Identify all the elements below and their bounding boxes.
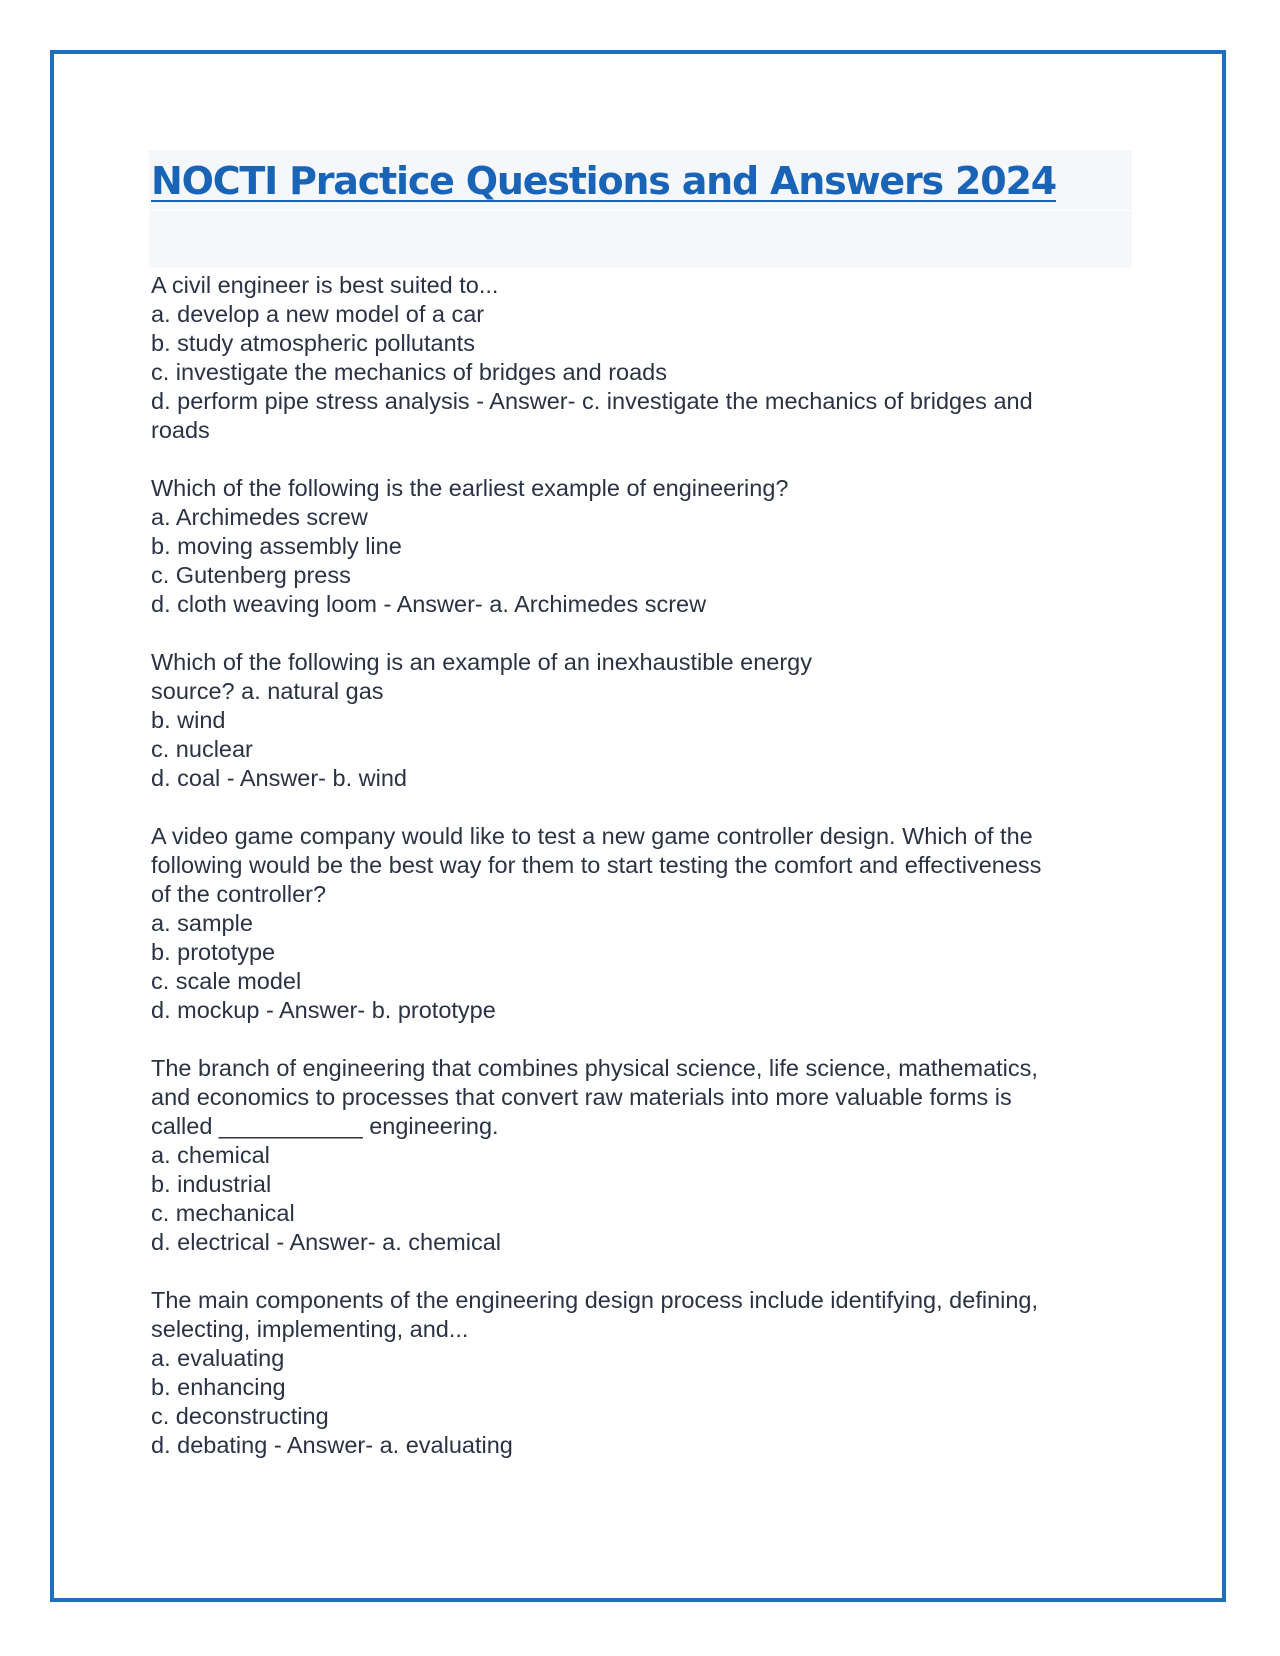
question-6 xyxy=(151,1286,1111,1460)
question-text: A video game company would like to test a new game controller design. Which of the xyxy=(151,823,1033,849)
title-band-divider xyxy=(149,210,1132,211)
question-1 xyxy=(151,271,1111,445)
option-d-with-answer: d. electrical - Answer- a. chemical xyxy=(151,1229,502,1255)
option-d-with-answer: d. coal - Answer- b. wind xyxy=(151,765,407,791)
option-c: c. investigate the mechanics of bridges and roads xyxy=(151,359,667,385)
question-text: Which of the following is an example of an inexhaustible energy xyxy=(151,649,812,675)
answer-continuation: roads xyxy=(151,417,210,443)
questions-list xyxy=(151,271,1111,1489)
option-a: a. Archimedes screw xyxy=(151,504,368,530)
option-c: c. deconstructing xyxy=(151,1403,329,1429)
question-text-line-2: and economics to processes that convert raw materials into more valuable forms is xyxy=(151,1084,1012,1110)
option-d-with-answer: d. mockup - Answer- b. prototype xyxy=(151,997,496,1023)
option-b: b. study atmospheric pollutants xyxy=(151,330,475,356)
option-c: c. scale model xyxy=(151,968,302,994)
option-c: c. nuclear xyxy=(151,736,253,762)
option-d-with-answer: d. debating - Answer- a. evaluating xyxy=(151,1432,513,1458)
option-d-with-answer: d. cloth weaving loom - Answer- a. Archimedes screw xyxy=(151,591,707,617)
question-2 xyxy=(151,474,1111,619)
question-text: The main components of the engineering design process include identifying, defining, xyxy=(151,1287,1039,1313)
question-text-line-2: selecting, implementing, and... xyxy=(151,1316,469,1342)
question-4 xyxy=(151,822,1111,1025)
question-text-line-3: of the controller? xyxy=(151,881,327,907)
option-a: a. develop a new model of a car xyxy=(151,301,485,327)
option-b: b. moving assembly line xyxy=(151,533,402,559)
question-text: Which of the following is the earliest example of engineering? xyxy=(151,475,789,501)
option-d-with-answer: d. perform pipe stress analysis - Answer- c. investigate the mechanics of bridges and xyxy=(151,388,1033,414)
option-b: b. industrial xyxy=(151,1171,272,1197)
document-title: NOCTI Practice Questions and Answers 2024 xyxy=(151,159,1056,203)
option-b: b. prototype xyxy=(151,939,276,965)
question-5 xyxy=(151,1054,1111,1257)
question-text-continued-option-a: source? a. natural gas xyxy=(151,678,384,704)
option-b: b. wind xyxy=(151,707,226,733)
option-a: a. sample xyxy=(151,910,253,936)
option-c: c. Gutenberg press xyxy=(151,562,351,588)
question-text-line-2: following would be the best way for them to start testing the comfort and effectiveness xyxy=(151,852,1042,878)
question-3 xyxy=(151,648,1111,793)
option-b: b. enhancing xyxy=(151,1374,286,1400)
option-c: c. mechanical xyxy=(151,1200,295,1226)
question-text-line-3: called ___________ engineering. xyxy=(151,1113,499,1139)
question-text: The branch of engineering that combines physical science, life science, mathematics, xyxy=(151,1055,1038,1081)
option-a: a. chemical xyxy=(151,1142,270,1168)
question-text: A civil engineer is best suited to... xyxy=(151,272,499,298)
option-a: a. evaluating xyxy=(151,1345,285,1371)
